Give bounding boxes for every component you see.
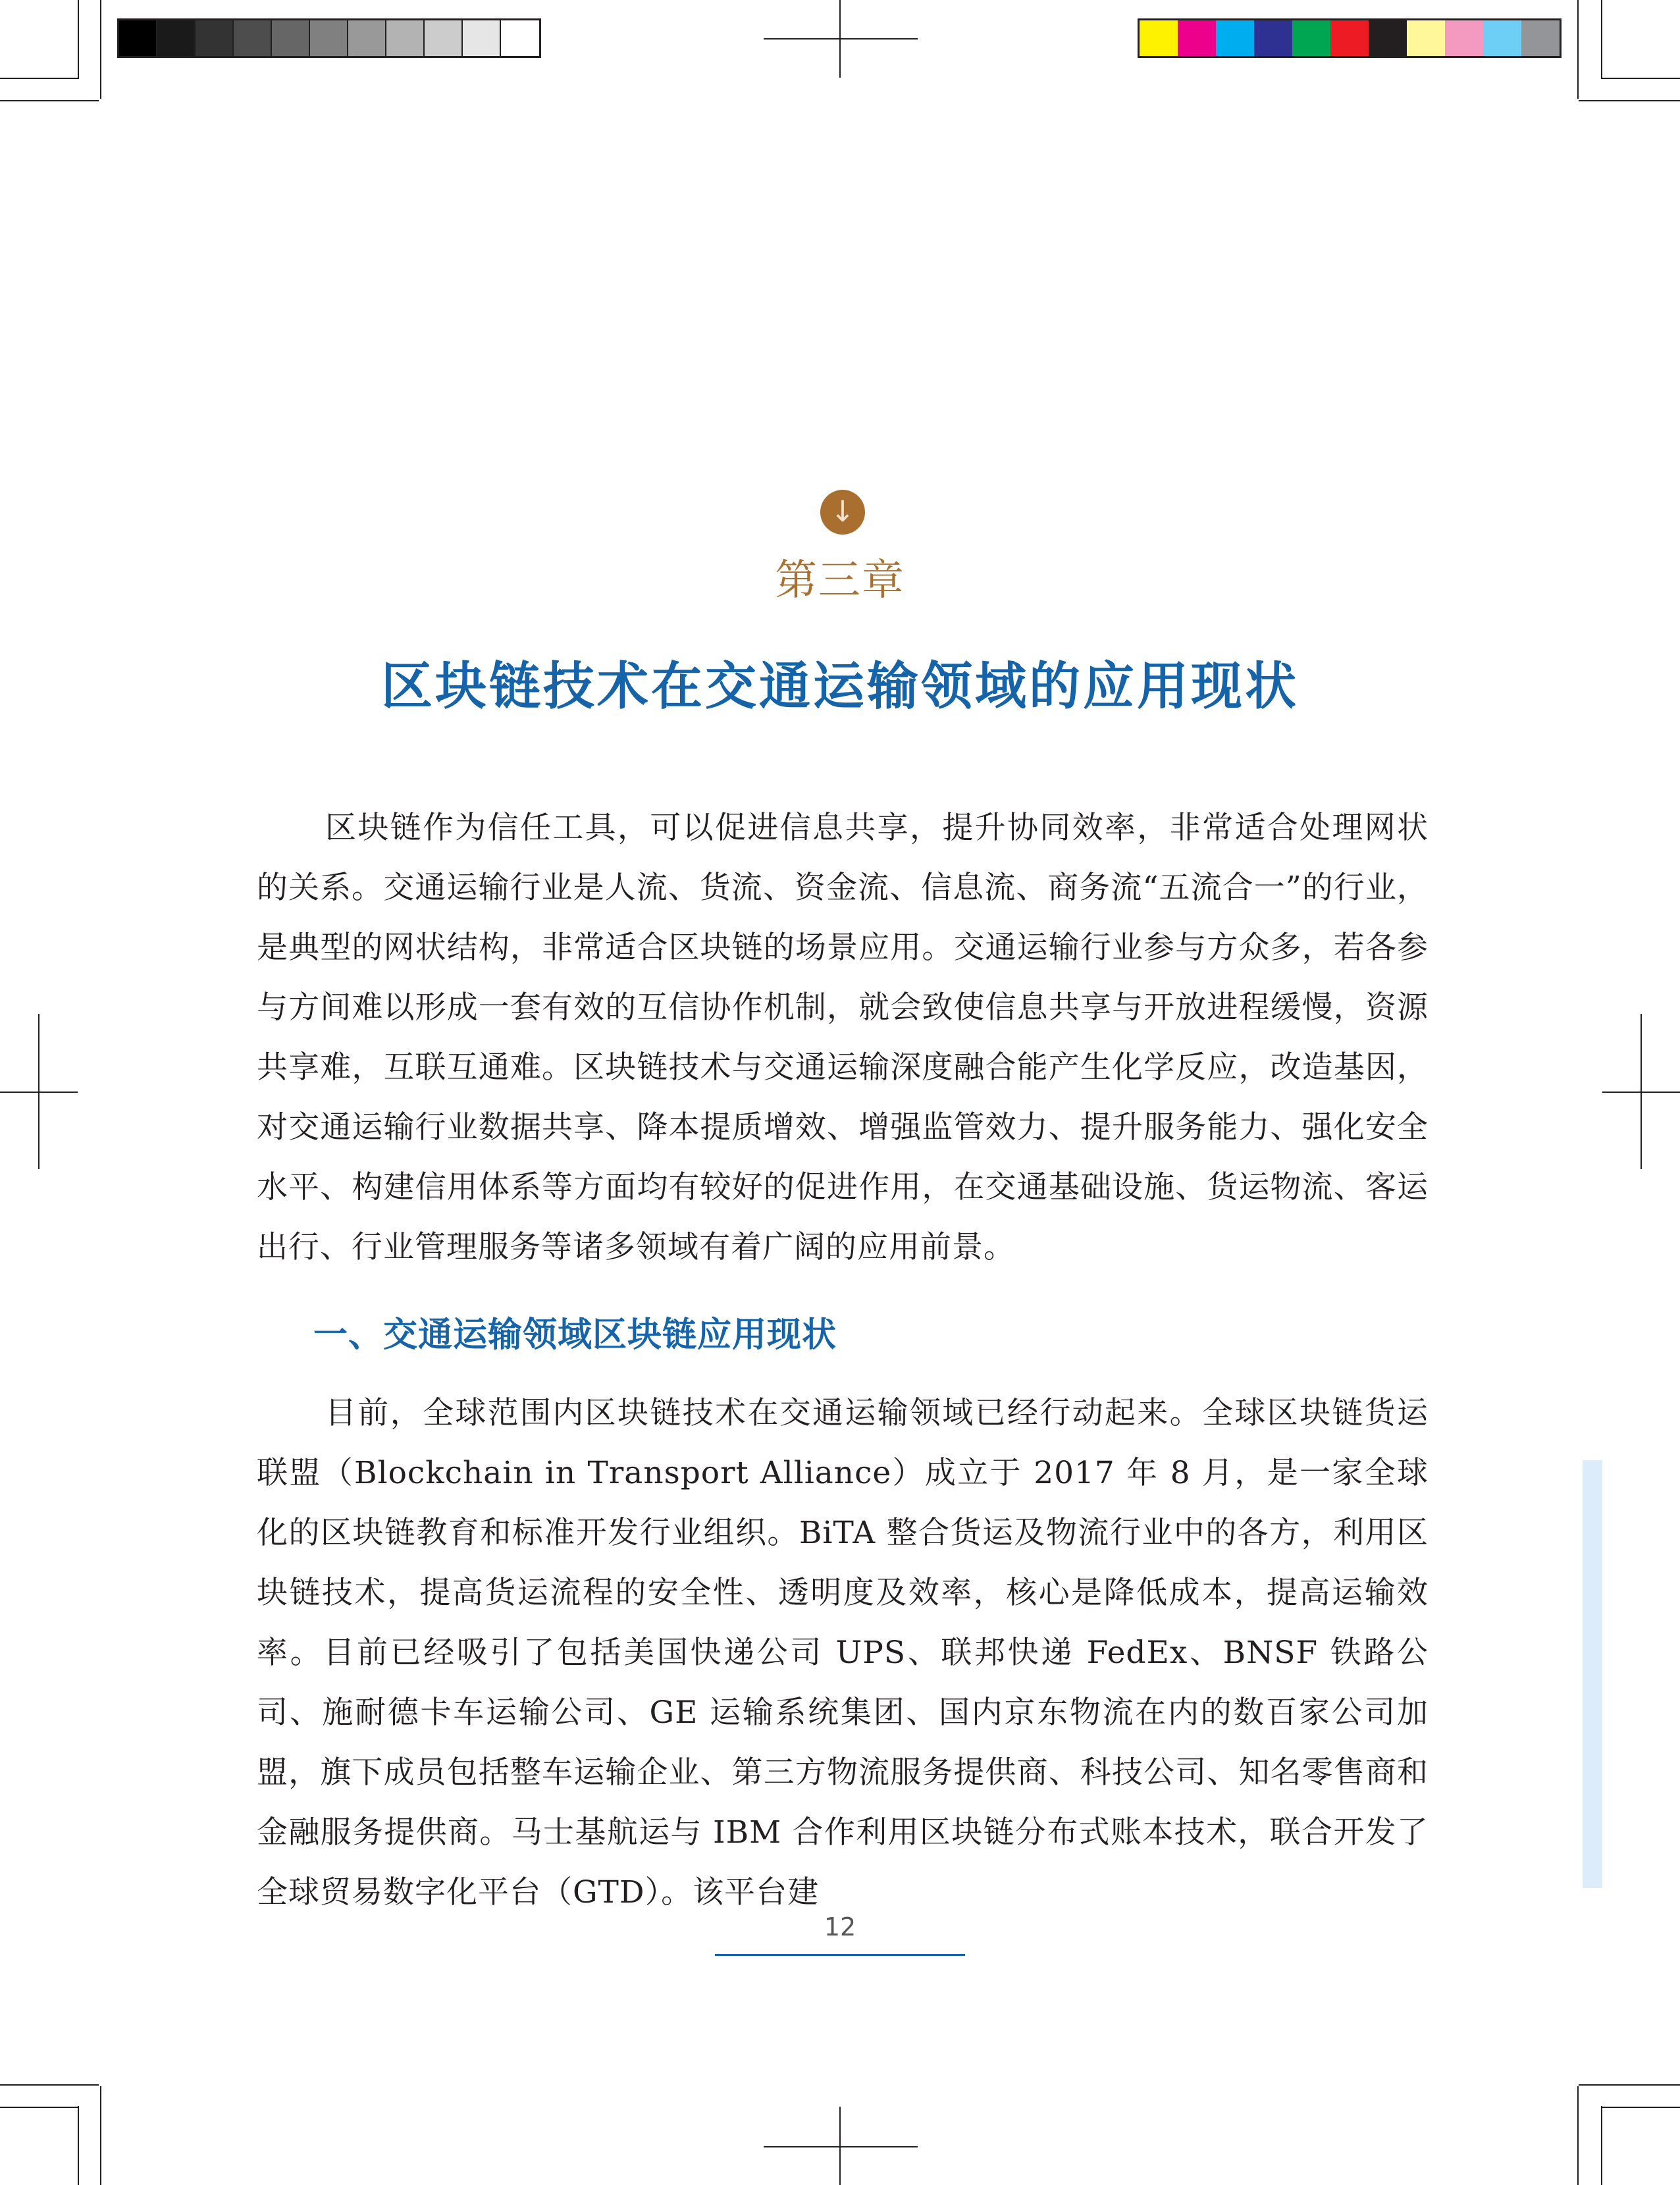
crop-mark — [1577, 2086, 1579, 2185]
gray-swatch — [463, 20, 501, 56]
gray-swatch — [501, 20, 539, 56]
crop-mark — [1579, 100, 1680, 101]
gray-swatch — [310, 20, 348, 56]
registration-mark — [764, 2146, 918, 2147]
crop-mark — [78, 2106, 79, 2185]
chapter-title: 区块链技术在交通运输领域的应用现状 — [381, 657, 1299, 716]
crop-mark — [0, 100, 99, 101]
crop-mark — [1601, 2107, 1680, 2108]
chevron-down-icon: ↓ — [820, 490, 865, 535]
gray-swatch — [157, 20, 196, 56]
color-swatch — [1445, 20, 1483, 56]
color-swatch — [1521, 20, 1560, 56]
crop-mark — [0, 78, 78, 79]
color-swatch — [1140, 20, 1178, 56]
grayscale-bar — [117, 18, 541, 58]
color-swatch — [1178, 20, 1216, 56]
page-number: 12 — [824, 1912, 856, 1941]
chapter-label: 第三章 — [775, 556, 905, 605]
color-swatch — [1369, 20, 1407, 56]
crop-mark — [78, 0, 79, 79]
color-swatch — [1292, 20, 1330, 56]
crop-mark — [1579, 2084, 1680, 2086]
color-swatch — [1216, 20, 1254, 56]
crop-mark — [1601, 78, 1680, 79]
page-number-rule — [715, 1954, 965, 1956]
gray-swatch — [119, 20, 157, 56]
crop-mark — [1577, 0, 1579, 99]
body-paragraph: 目前，全球范围内区块链技术在交通运输领域已经行动起来。全球区块链货运联盟（Blockchain in Transport Alliance）成立于 2017 年 8 月，是一家全球化的区块链教育和标准开发行业组织。BiTA 整合货运及物流行业中的各方，利用区块链技术，提高货运流程的安全性、透明度及效率，核心是降低成本，提高运输效率。目前已经吸引了包括美国快递公司 UPS、联邦快递 FedEx、BNSF 铁路公司、施耐德卡车运输公司、GE 运输系统集团、国内京东物流在内的数百家公司加盟，旗下成员包括整车运输企业、第三方物流服务提供商、科技公司、知名零售商和金融服务提供商。马士基航运与 IBM 合作利用区块链分布式账本技术，联合开发了全球贸易数字化平台（GTD）。该平台建 — [257, 1395, 1429, 1910]
crop-mark — [1601, 0, 1602, 79]
crop-mark — [0, 2107, 78, 2108]
color-swatch — [1330, 20, 1369, 56]
registration-mark — [1602, 1092, 1680, 1093]
crop-mark — [100, 2086, 101, 2185]
crop-mark — [100, 0, 101, 99]
gray-swatch — [386, 20, 425, 56]
gray-swatch — [272, 20, 310, 56]
crop-mark — [1601, 2106, 1602, 2185]
gray-swatch — [234, 20, 272, 56]
color-swatch — [1407, 20, 1445, 56]
gray-swatch — [425, 20, 463, 56]
color-bar — [1138, 18, 1562, 58]
section-heading: 一、交通运输领域区块链应用现状 — [313, 1315, 837, 1355]
body-paragraph: 区块链作为信任工具，可以促进信息共享，提升协同效率，非常适合处理网状的关系。交通运输行业是人流、货流、资金流、信息流、商务流“五流合一”的行业，是典型的网状结构，非常适合区块链的场景应用。交通运输行业参与方众多，若各参与方间难以形成一套有效的互信协作机制，就会致使信息共享与开放进程缓慢，资源共享难，互联互通难。区块链技术与交通运输深度融合能产生化学反应，改造基因，对交通运输行业数据共享、降本提质增效、增强监管效力、提升服务能力、强化安全水平、构建信用体系等方面均有较好的促进作用，在交通基础设施、货运物流、客运出行、行业管理服务等诸多领域有着广阔的应用前景。 — [257, 810, 1429, 1265]
color-swatch — [1483, 20, 1521, 56]
side-tab-strip — [1583, 1460, 1602, 1888]
registration-mark — [764, 38, 918, 39]
crop-mark — [0, 2084, 99, 2086]
gray-swatch — [196, 20, 234, 56]
registration-mark — [0, 1092, 78, 1093]
gray-swatch — [348, 20, 386, 56]
color-swatch — [1254, 20, 1292, 56]
